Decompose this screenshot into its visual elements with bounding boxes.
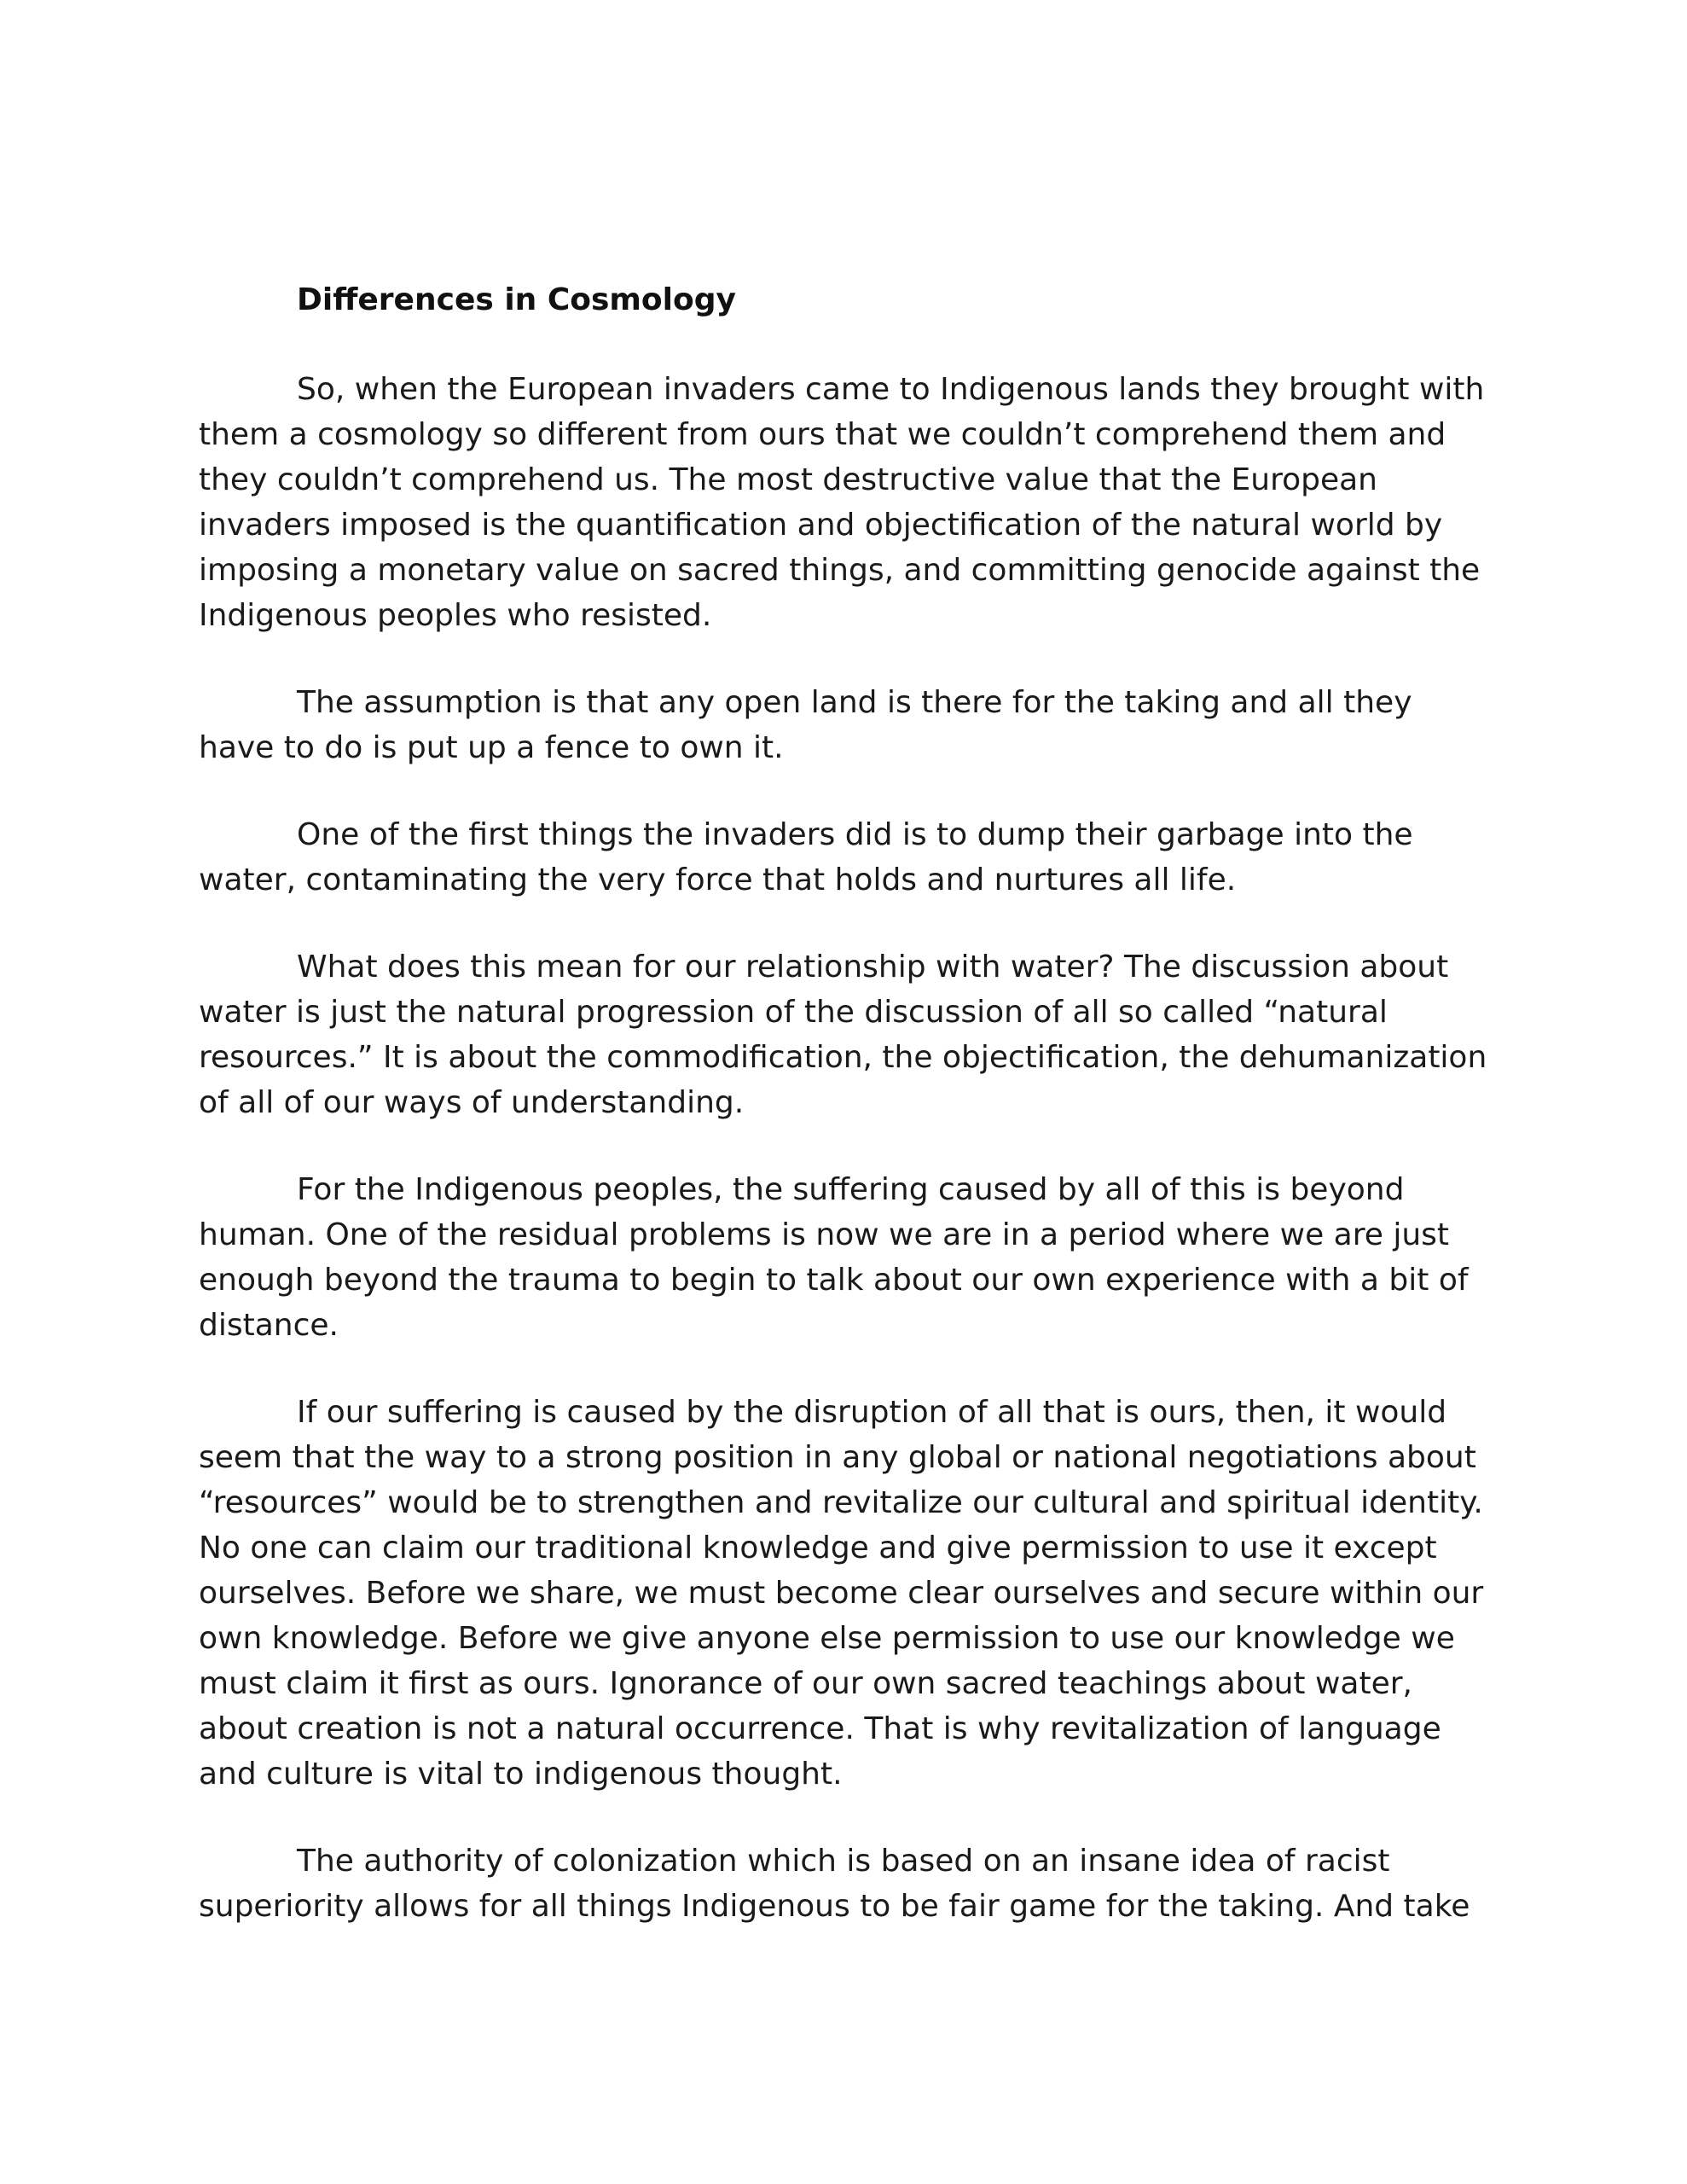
- paragraph: So, when the European invaders came to Indigenous lands they brought with them a cosmology so different from ours that we couldn’t comprehend them and they couldn’t comprehend us. The most destructive value that the European invaders imposed is the quantification and objectification of the natural world by imposing a monetary value on sacred things, and committing genocide against the Indigenous peoples who resisted.: [199, 372, 1485, 633]
- document-heading: Differences in Cosmology: [297, 282, 736, 317]
- paragraph: The assumption is that any open land is there for the taking and all they have to do is put up a fence to own it.: [199, 685, 1412, 765]
- paragraph: What does this mean for our relationship with water? The discussion about water is just the natural progression of the discussion of all so called “natural resources.” It is about the commodification, the objectification, the dehumanization of all of our ways of understanding.: [199, 950, 1487, 1120]
- paragraph: If our suffering is caused by the disruption of all that is ours, then, it would seem that the way to a strong position in any global or national negotiations about “resources” would be to strengthen and revitalize our cultural and spiritual identity. No one can claim our traditional knowledge and give permission to use it except ourselves. Before we share, we must become clear ourselves and secure within our own knowledge. Before we give anyone else permission to use our knowledge we must claim it first as ours. Ignorance of our own sacred teachings about water, about creation is not a natural occurrence. That is why revitalization of language and culture is vital to indigenous thought.: [199, 1395, 1484, 1792]
- paragraph: For the Indigenous peoples, the suffering caused by all of this is beyond human. One of the residual problems is now we are in a period where we are just enough beyond the trauma to begin to talk about our own experience with a bit of distance.: [199, 1172, 1469, 1343]
- paragraph: One of the first things the invaders did is to dump their garbage into the water, contaminating the very force that holds and nurtures all life.: [199, 817, 1413, 897]
- document-page: [199, 282, 1495, 1929]
- paragraph: The authority of colonization which is based on an insane idea of racist superiority allows for all things Indigenous to be fair game for the taking. And take: [199, 1844, 1470, 1924]
